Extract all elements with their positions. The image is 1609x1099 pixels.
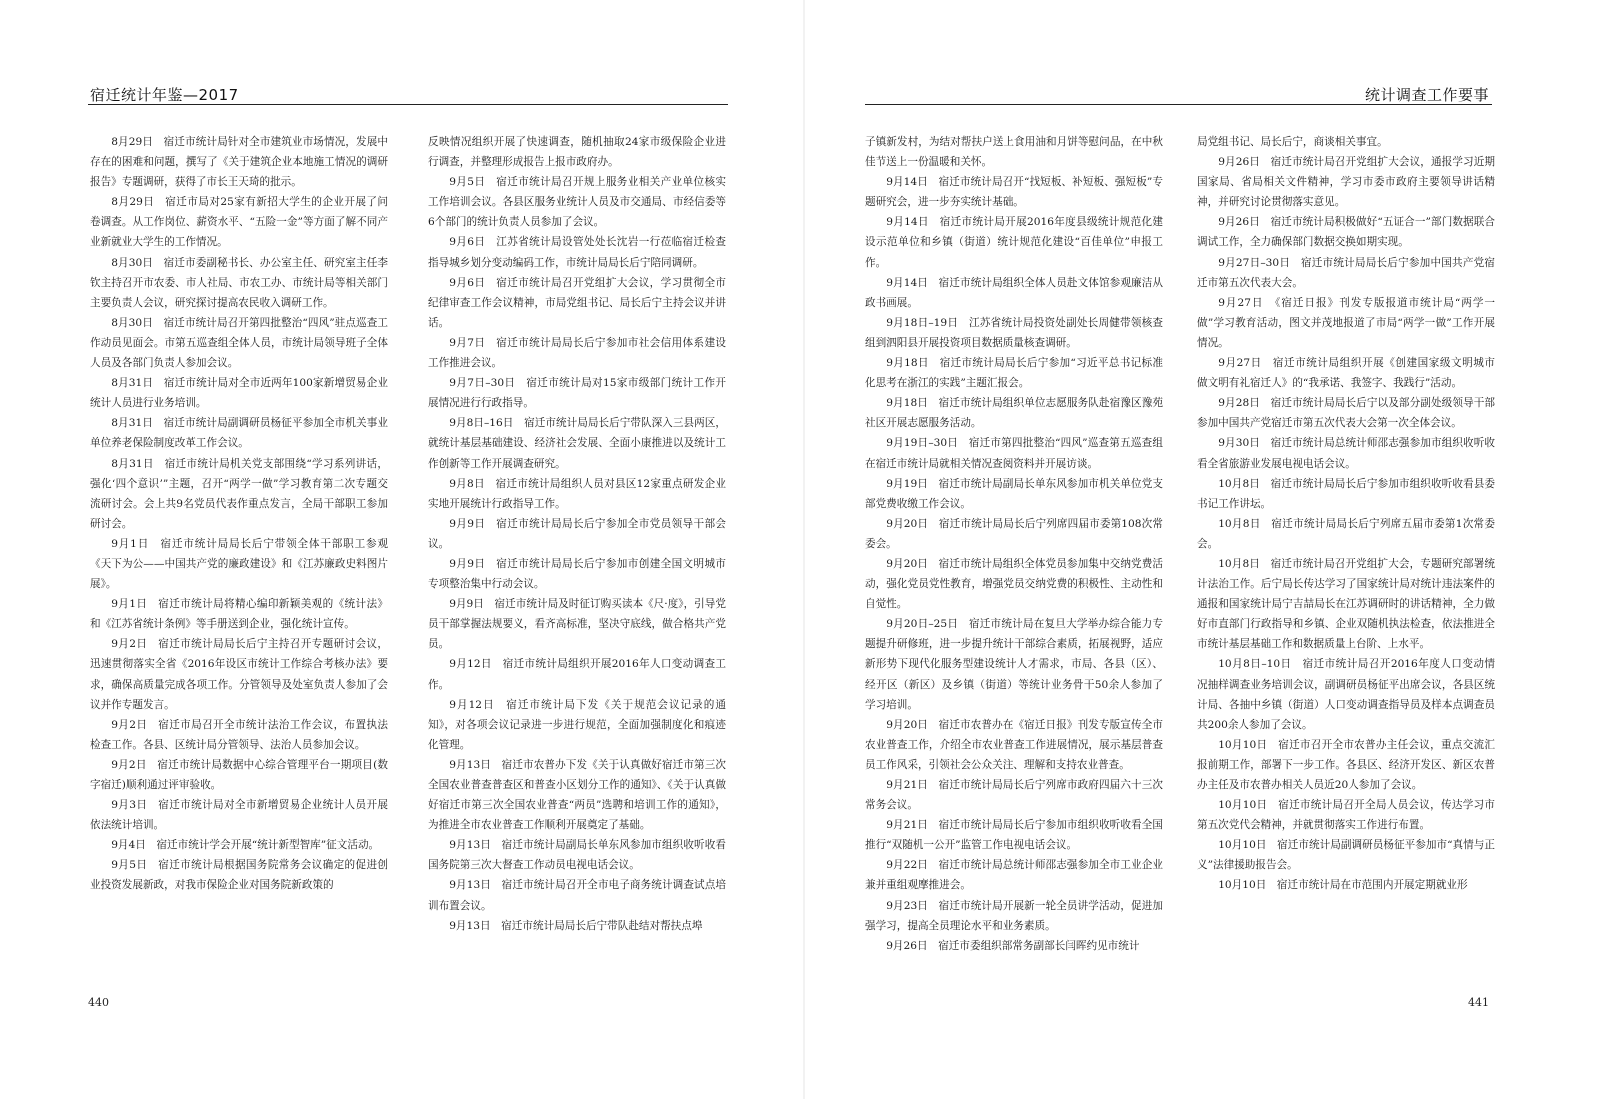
chronicle-entry: 9月30日 宿迁市统计局总统计师邵志强参加市组织收听收看全省旅游业发展电视电话会议。 [1197, 437, 1495, 470]
chronicle-entry: 9月13日 宿迁市统计局副局长单东风参加市组织收听收看国务院第三次大督查工作动员电视电话会议。 [428, 839, 726, 872]
chronicle-entry: 9月20日 宿迁市统计局组织全体党员参加集中交纳党费活动，强化党员党性教育，增强党员交纳党费的积极性、主动性和自觉性。 [865, 557, 1163, 611]
header-rule-right [865, 104, 1492, 105]
chronicle-entry: 9月9日 宿迁市统计局局长后宁参加市创建全国文明城市专项整治集中行动会议。 [428, 557, 726, 591]
chronicle-entry: 9月4日 宿迁市统计学会开展“统计新型智库”征文活动。 [111, 839, 380, 852]
chronicle-entry: 9月2日 宿迁市统计局数据中心综合管理平台一期项目(数字宿迁)顺利通过评审验收。 [90, 758, 388, 791]
chronicle-entry: 9月1日 宿迁市统计局局长后宁带领全体干部职工参观《天下为公——中国共产党的廉政建设》和《江苏廉政史料图片展》。 [90, 537, 388, 591]
chronicle-entry: 8月31日 宿迁市统计局副调研员杨征平参加全市机关事业单位养老保险制度改革工作会议。 [90, 417, 388, 450]
chronicle-entry: 10月10日 宿迁市统计局副调研员杨征平参加市“真情与正义”法律援助报告会。 [1197, 839, 1495, 872]
chronicle-entry: 9月9日 宿迁市统计局局长后宁参加全市党员领导干部会议。 [428, 517, 726, 550]
chronicle-entry: 9月12日 宿迁市统计局组织开展2016年人口变动调查工作。 [428, 658, 726, 691]
chronicle-entry: 10月10日 宿迁市召开全市农普办主任会议，重点交流汇报前期工作，部署下一步工作。各县区、经济开发区、新区农普办主任及市农普办相关人员近20人参加了会议。 [1197, 738, 1495, 791]
chronicle-entry: 8月31日 宿迁市统计局对全市近两年100家新增贸易企业统计人员进行业务培训。 [90, 377, 388, 410]
chronicle-entry: 9月18日–19日 江苏省统计局投资处副处长周健带领核查组到泗阳县开展投资项目数据质量核查调研。 [865, 316, 1163, 349]
chronicle-entry: 9月2日 宿迁市统计局局长后宁主持召开专题研讨会议，迅速贯彻落实全省《2016年设区市统计工作综合考核办法》要求，确保高质量完成各项工作。分管领导及处室负责人参加了会议并作专题发言。 [90, 638, 388, 711]
left-page [0, 0, 804, 1099]
chronicle-entry: 9月2日 宿迁市局召开全市统计法治工作会议，布置执法检查工作。各县、区统计局分管领导、法治人员参加会议。 [90, 718, 388, 751]
chronicle-entry: 9月7日–30日 宿迁市统计局对15家市级部门统计工作开展情况进行行政指导。 [428, 377, 726, 410]
chronicle-entry: 9月27日 《宿迁日报》刊发专版报道市统计局“两学一做”学习教育活动，图文并茂地报道了市局“两学一做”工作开展情况。 [1197, 296, 1495, 349]
chronicle-entry: 9月18日 宿迁市统计局组织单位志愿服务队赴宿豫区豫苑社区开展志愿服务活动。 [865, 397, 1163, 430]
chronicle-entry: 9月1日 宿迁市统计局将精心编印新颖美观的《统计法》和《江苏省统计条例》等手册送到企业，强化统计宣传。 [90, 598, 388, 631]
chronicle-entry: 9月6日 宿迁市统计局召开党组扩大会议，学习贯彻全市纪律审查工作会议精神，市局党组书记、局长后宁主持会议并讲话。 [428, 276, 726, 329]
chronicle-entry: 9月27日 宿迁市统计局组织开展《创建国家级文明城市 做文明有礼宿迁人》的“我承诺、我签字、我践行”活动。 [1197, 357, 1495, 390]
chronicle-entry: 9月14日 宿迁市统计局开展2016年度县级统计规范化建设示范单位和乡镇（街道）统计规范化建设“百佳单位”申报工作。 [865, 216, 1163, 269]
chronicle-entry: 9月3日 宿迁市统计局对全市新增贸易企业统计人员开展依法统计培训。 [90, 799, 388, 832]
chronicle-entry: 10月8日 宿迁市统计局召开党组扩大会，专题研究部署统计法治工作。后宁局长传达学习了国家统计局对统计违法案件的通报和国家统计局宁吉喆局长在江苏调研时的讲话精神，全力做好市直部门行政指导和乡镇、企业双随机执法检查，依法推进全市统计基层基础工作和数据质量上台阶、上水平。 [1197, 557, 1495, 651]
chronicle-entry: 反映情况组织开展了快速调查，随机抽取24家市级保险企业进行调查，并整理形成报告上报市政府办。 [428, 136, 726, 169]
chronicle-entry: 9月26日 宿迁市委组织部常务副部长闫晖约见市统计 [886, 939, 1140, 952]
header-rule-left [88, 104, 728, 105]
chronicle-entry: 8月30日 宿迁市委副秘书长、办公室主任、研究室主任李钦主持召开市农委、市人社局、市农工办、市统计局等相关部门主要负责人会议，研究探讨提高农民收入调研工作。 [90, 256, 388, 309]
chronicle-entry: 9月9日 宿迁市统计局及时征订购买读本《尺·度》，引导党员干部掌握法规要义，看齐高标准，坚决守底线，做合格共产党员。 [428, 598, 726, 651]
chronicle-entry: 10月8日 宿迁市统计局局长后宁列席五届市委第1次常委会。 [1197, 517, 1495, 550]
chronicle-entry: 8月30日 宿迁市统计局召开第四批整治“四风”驻点巡查工作动员见面会。市第五巡查组全体人员，市统计局领导班子全体人员及各部门负责人参加会议。 [90, 316, 388, 370]
chronicle-entry: 9月20日–25日 宿迁市统计局在复旦大学举办综合能力专题提升研修班，进一步提升统计干部综合素质，拓展视野，适应新形势下现代化服务型建设统计人才需求，市局、各县（区）、经开区（新区）及乡镇（街道）等统计业务骨干50余人参加了学习培训。 [865, 618, 1163, 711]
chronicle-entry: 9月5日 宿迁市统计局根据国务院常务会议确定的促进创业投资发展新政，对我市保险企业对国务院新政策的 [90, 859, 388, 892]
chronicle-entry: 9月7日 宿迁市统计局局长后宁参加市社会信用体系建设工作推进会议。 [428, 336, 726, 370]
chronicle-entry: 9月22日 宿迁市统计局总统计师邵志强参加全市工业企业兼并重组观摩推进会。 [865, 859, 1163, 892]
chronicle-entry: 9月27日–30日 宿迁市统计局局长后宁参加中国共产党宿迁市第五次代表大会。 [1197, 256, 1495, 289]
chronicle-entry: 9月14日 宿迁市统计局组织全体人员赴文体馆参观廉洁从政书画展。 [865, 276, 1163, 309]
chronicle-entry: 9月8日–16日 宿迁市统计局局长后宁带队深入三县两区，就统计基层基础建设、经济社会发展、全面小康推进以及统计工作创新等工作开展调查研究。 [428, 417, 726, 470]
chronicle-entry: 8月29日 宿迁市局对25家有新招大学生的企业开展了问卷调查。从工作岗位、薪资水平、“五险一金”等方面了解不同产业新就业大学生的工作情况。 [90, 196, 388, 249]
chronicle-entry: 9月14日 宿迁市统计局召开“找短板、补短板、强短板”专题研究会，进一步夯实统计基础。 [865, 176, 1163, 209]
chronicle-entry: 8月29日 宿迁市统计局针对全市建筑业市场情况，发展中存在的困难和问题，撰写了《关于建筑企业本地施工情况的调研报告》专题调研，获得了市长王天琦的批示。 [90, 136, 388, 189]
page-number-left: 440 [88, 996, 109, 1009]
chronicle-entry: 9月6日 江苏省统计局设管处处长沈岩一行莅临宿迁检查指导城乡划分变动编码工作，市统计局局长后宁陪同调研。 [428, 236, 726, 269]
chronicle-entry: 9月28日 宿迁市统计局局长后宁以及部分副处级领导干部参加中国共产党宿迁市第五次代表大会第一次全体会议。 [1197, 397, 1495, 430]
page-number-right: 441 [1468, 996, 1489, 1009]
left-column-1 [90, 132, 388, 992]
chronicle-entry: 9月19日 宿迁市统计局副局长单东风参加市机关单位党支部党费收缴工作会议。 [865, 477, 1163, 510]
chronicle-entry: 10月10日 宿迁市统计局在市范围内开展定期就业形 [1218, 879, 1468, 892]
chronicle-entry: 9月18日 宿迁市统计局局长后宁参加“习近平总书记标准化思考在浙江的实践”主题汇报会。 [865, 357, 1163, 390]
chronicle-entry: 10月8日 宿迁市统计局局长后宁参加市组织收听收看县委书记工作讲坛。 [1197, 477, 1495, 510]
chronicle-entry: 子镇新发村，为结对帮扶户送上食用油和月饼等慰问品，在中秋佳节送上一份温暖和关怀。 [865, 136, 1163, 169]
chronicle-entry: 9月20日 宿迁市统计局局长后宁列席四届市委第108次常委会。 [865, 517, 1163, 550]
chronicle-entry: 9月19日–30日 宿迁市第四批整治“四风”巡查第五巡查组在宿迁市统计局就相关情况查阅资料并开展访谈。 [865, 437, 1163, 470]
chronicle-entry: 8月31日 宿迁市统计局机关党支部围绕“学习系列讲话，强化‘四个意识’”主题，召开“两学一做”学习教育第二次专题交流研讨会。会上共9名党员代表作重点发言，全局干部职工参加研讨会。 [90, 457, 388, 530]
chronicle-entry: 9月20日 宿迁市农普办在《宿迁日报》刊发专版宣传全市农业普查工作，介绍全市农业普查工作进展情况，展示基层普查员工作风采，引领社会公众关注、理解和支持农业普查。 [865, 718, 1163, 771]
chronicle-entry: 9月5日 宿迁市统计局召开规上服务业相关产业单位核实工作培训会议。各县区服务业统计人员及市交通局、市经信委等6个部门的统计负责人员参加了会议。 [428, 176, 726, 229]
left-column-2 [428, 132, 726, 992]
right-column-2 [1197, 132, 1495, 992]
chronicle-entry: 9月8日 宿迁市统计局组织人员对县区12家重点研发企业实地开展统计行政指导工作。 [428, 477, 726, 510]
chronicle-entry: 10月10日 宿迁市统计局召开全局人员会议，传达学习市第五次党代会精神，并就贯彻落实工作进行布置。 [1197, 799, 1495, 832]
running-head-right: 统计调查工作要事 [1364, 86, 1489, 104]
chronicle-entry: 9月26日 宿迁市统计局积极做好“五证合一”部门数据联合调试工作，全力确保部门数据交换如期实现。 [1197, 216, 1495, 249]
chronicle-entry: 9月21日 宿迁市统计局局长后宁参加市组织收听收看全国推行“双随机一公开”监管工作电视电话会议。 [865, 819, 1163, 852]
running-head-left: 宿迁统计年鉴—2017 [90, 86, 239, 104]
chronicle-entry: 9月26日 宿迁市统计局召开党组扩大会议，通报学习近期国家局、省局相关文件精神，学习市委市政府主要领导讲话精神，并研究讨论贯彻落实意见。 [1197, 156, 1495, 209]
chronicle-entry: 9月21日 宿迁市统计局局长后宁列席市政府四届六十三次常务会议。 [865, 779, 1163, 812]
chronicle-entry: 9月12日 宿迁市统计局下发《关于规范会议记录的通知》，对各项会议记录进一步进行规范，全面加强制度化和痕迹化管理。 [428, 698, 726, 751]
chronicle-entry: 9月23日 宿迁市统计局开展新一轮全员讲学活动，促进加强学习，提高全员理论水平和业务素质。 [865, 899, 1163, 932]
chronicle-entry: 局党组书记、局长后宁，商谈相关事宜。 [1197, 136, 1388, 148]
right-page [805, 0, 1609, 1099]
chronicle-entry: 9月13日 宿迁市统计局召开全市电子商务统计调查试点培训布置会议。 [428, 879, 726, 912]
chronicle-entry: 9月13日 宿迁市统计局局长后宁带队赴结对帮扶点埠 [449, 919, 703, 932]
chronicle-entry: 10月8日–10日 宿迁市统计局召开2016年度人口变动情况抽样调查业务培训会议，副调研员杨征平出席会议，各县区统计局、各抽中乡镇（街道）人口变动调查指导员及样本点调查员共200余人参加了会议。 [1197, 658, 1495, 731]
right-column-1 [865, 132, 1163, 992]
chronicle-entry: 9月13日 宿迁市农普办下发《关于认真做好宿迁市第三次全国农业普查普查区和普查小区划分工作的通知》、《关于认真做好宿迁市第三次全国农业普查“两员”选聘和培训工作的通知》，为推进全市农业普查工作顺利开展奠定了基础。 [428, 758, 726, 832]
